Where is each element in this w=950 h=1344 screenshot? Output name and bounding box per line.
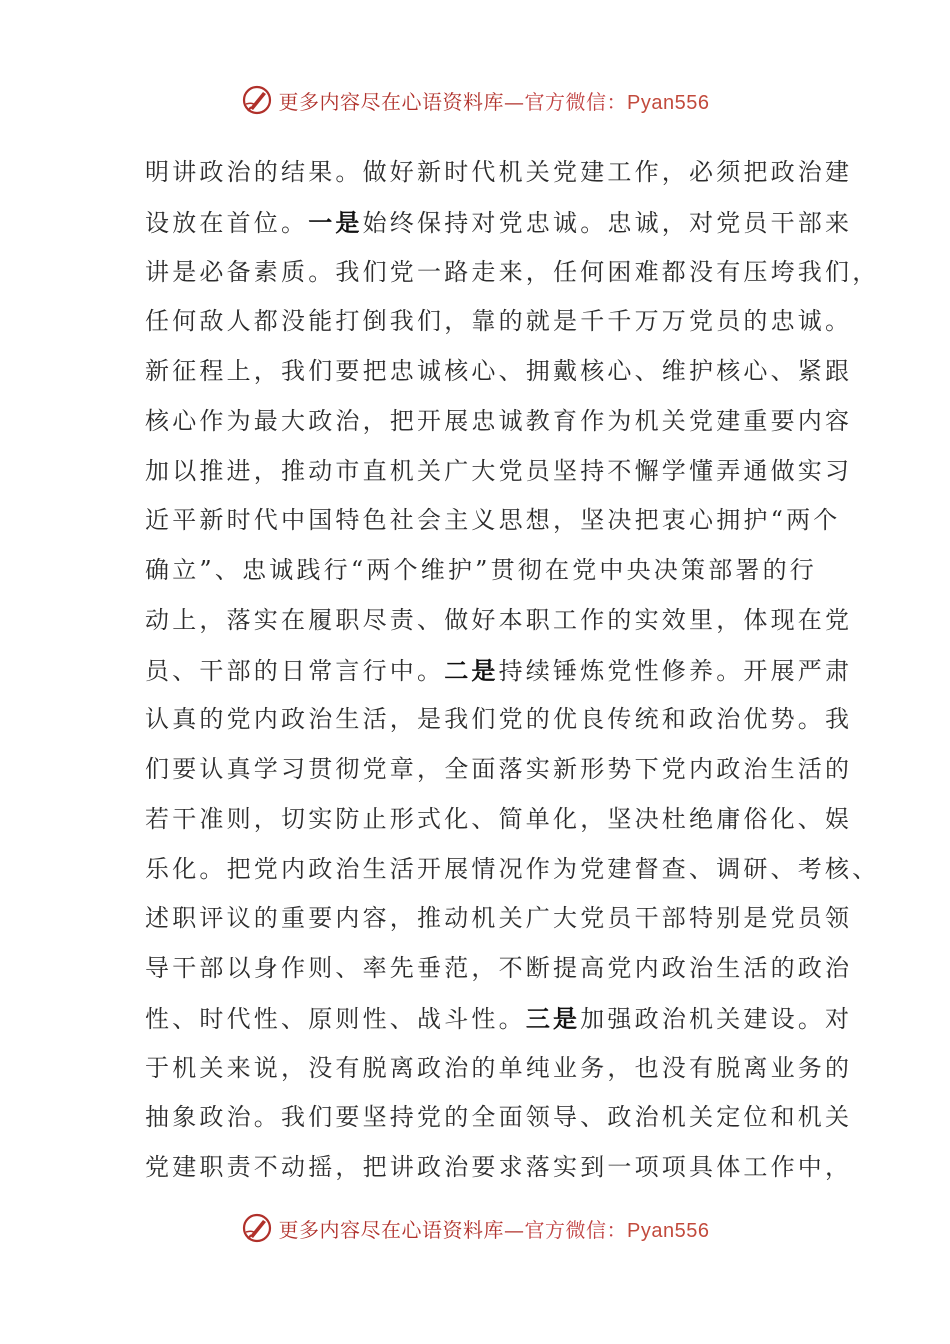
text-line — [145, 795, 853, 845]
text-segment: 抽象政治。我们要坚持党的全面领导、政治机关定位和机关 — [145, 1103, 853, 1132]
text-segment: 乐化。把党内政治生活开展情况作为党建督查、调研、考核、 — [145, 854, 880, 883]
text-line — [145, 596, 853, 646]
text-line — [145, 148, 853, 198]
header-watermark — [0, 80, 950, 120]
text-segment: 加以推进，推动市直机关广大党员坚持不懈学懂弄通做实习 — [145, 456, 853, 485]
text-segment: 持续锤炼党性修养。开展严肃 — [498, 656, 853, 685]
text-segment: 确立”、忠诚践行“两个维护”贯彻在党中央决策部署的行 — [145, 556, 818, 584]
text-line — [145, 1143, 853, 1193]
text-segment: 核心作为最大政治，把开展忠诚教育作为机关党建重要内容 — [145, 406, 853, 435]
bold-keyword: 一是 — [308, 207, 363, 237]
text-line — [145, 894, 853, 944]
bold-keyword: 二是 — [444, 655, 499, 685]
text-line — [145, 496, 841, 546]
text-segment: 设放在首位。 — [145, 208, 309, 237]
text-segment: 性、时代性、原则性、战斗性。 — [145, 1004, 526, 1033]
text-line — [145, 198, 853, 248]
quill-pen-seal-icon — [241, 1212, 273, 1244]
watermark-text: 更多内容尽在心语资料库—官方微信：Pyan556 — [278, 89, 710, 114]
text-line — [145, 994, 853, 1044]
watermark-text: 更多内容尽在心语资料库—官方微信：Pyan556 — [278, 1217, 710, 1242]
text-segment: 新征程上，我们要把忠诚核心、拥戴核心、维护核心、紧跟 — [145, 357, 853, 385]
text-line — [145, 1044, 853, 1094]
text-segment: 讲是必备素质。我们党一路走来，任何困难都没有压垮我们， — [145, 257, 880, 286]
footer-watermark — [0, 1208, 950, 1248]
text-line — [145, 347, 853, 397]
text-segment: 于机关来说，没有脱离政治的单纯业务，也没有脱离业务的 — [145, 1053, 853, 1082]
text-segment: 述职评议的重要内容，推动机关广大党员干部特别是党员领 — [145, 904, 853, 933]
text-segment: 加强政治机关建设。对 — [580, 1004, 853, 1033]
text-segment: 员、干部的日常言行中。 — [145, 656, 445, 685]
text-line — [145, 248, 880, 298]
text-line — [145, 1093, 853, 1143]
text-line — [145, 695, 853, 745]
document-body — [145, 148, 880, 1193]
text-line — [145, 397, 853, 447]
text-line — [145, 546, 825, 596]
text-segment: 党建职责不动摇，把讲政治要求落实到一项项具体工作中， — [145, 1153, 853, 1181]
text-segment: 若干准则，切实防止形式化、简单化，坚决杜绝庸俗化、娱 — [145, 804, 853, 833]
text-segment: 认真的党内政治生活，是我们党的优良传统和政治优势。我 — [145, 705, 853, 734]
text-line — [145, 646, 853, 696]
text-segment: 近平新时代中国特色社会主义思想，坚决把衷心拥护“两个 — [145, 506, 841, 535]
text-segment: 动上，落实在履职尽责、做好本职工作的实效里，体现在党 — [145, 605, 853, 634]
text-line — [145, 745, 853, 795]
text-line — [145, 447, 853, 497]
text-segment: 明讲政治的结果。做好新时代机关党建工作，必须把政治建 — [145, 158, 853, 186]
text-segment: 们要认真学习贯彻党章，全面落实新形势下党内政治生活的 — [145, 755, 853, 783]
text-segment: 任何敌人都没能打倒我们，靠的就是千千万万党员的忠诚。 — [145, 307, 853, 336]
quill-pen-seal-icon — [241, 84, 273, 116]
bold-keyword: 三是 — [525, 1003, 581, 1033]
text-line — [145, 845, 880, 895]
text-segment: 始终保持对党忠诚。忠诚，对党员干部来 — [362, 208, 853, 237]
text-line — [145, 297, 853, 347]
text-segment: 导干部以身作则、率先垂范，不断提高党内政治生活的政治 — [145, 954, 853, 982]
text-line — [145, 944, 853, 994]
